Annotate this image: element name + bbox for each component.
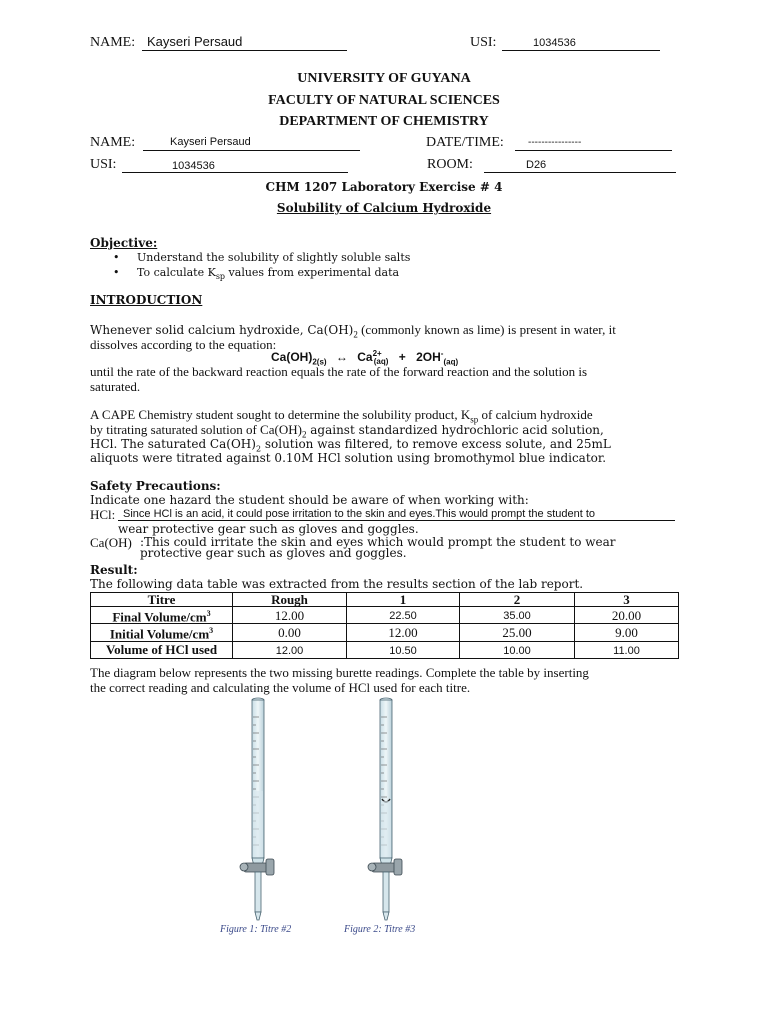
faculty-title: FACULTY OF NATURAL SCIENCES <box>268 93 500 108</box>
burette-figure-1 <box>230 695 290 925</box>
table-cell: 12.00 <box>233 641 347 658</box>
table-row <box>91 624 679 641</box>
safety-caoh-answer-2: protective gear such as gloves and goggles. <box>140 546 407 560</box>
form-room-label: ROOM: <box>427 157 473 172</box>
top-name-label: NAME: <box>90 35 136 50</box>
department-title: DEPARTMENT OF CHEMISTRY <box>279 114 489 129</box>
objective-item-2: • To calculate $K_{sp}$ values from experimental data <box>137 266 399 281</box>
table-header-cell: 1 <box>347 593 460 607</box>
table-row <box>91 607 679 624</box>
table-cell: 25.00 <box>460 624 575 641</box>
form-date-underline <box>515 150 672 151</box>
table-cell: 12.00 <box>347 624 460 641</box>
form-date-label: DATE/TIME: <box>426 135 504 150</box>
form-usi-label: USI: <box>90 157 117 172</box>
intro-p1-line3: until the rate of the backward reaction equals the rate of the forward reaction and the solution is <box>90 364 588 379</box>
form-room-underline <box>484 172 676 173</box>
safety-heading: Safety Precautions: <box>90 479 221 493</box>
form-name-underline <box>143 150 360 151</box>
row-label: Volume of HCl used <box>91 641 233 658</box>
intro-p1-line4: saturated. <box>90 379 141 394</box>
safety-caoh-answer-1: :This could irritate the skin and eyes which would prompt the student to wear <box>140 535 616 549</box>
top-name-value: Kayseri Persaud <box>147 34 243 49</box>
safety-hcl-label: HCl: <box>90 507 116 522</box>
titre-table <box>90 592 679 659</box>
form-name-value: Kayseri Persaud <box>170 136 251 148</box>
table-header-cell: Titre <box>91 593 233 607</box>
result-heading: Result: <box>90 563 138 577</box>
table-cell: 10.00 <box>460 641 575 658</box>
burette-figure-2 <box>358 695 418 925</box>
top-usi-label: USI: <box>470 35 497 50</box>
intro-p1-line1: Whenever solid calcium hydroxide, $Ca(OH)_2$ (commonly known as lime) is present in water, it <box>90 322 616 340</box>
table-row <box>91 641 679 658</box>
diagram-text-line2: the correct reading and calculating the volume of HCl used for each titre. <box>90 680 471 695</box>
exercise-title: CHM 1207 Laboratory Exercise # 4 <box>265 180 503 194</box>
intro-p2-line2: by titrating saturated solution of $Ca(OH)_2$ against standardized hydrochloric acid solution, <box>90 422 604 440</box>
objective-item-1: • Understand the solubility of slightly soluble salts <box>137 251 410 264</box>
figure-2-caption: Figure 2: Titre #3 <box>344 924 416 935</box>
form-usi-value: 1034536 <box>172 160 215 172</box>
row-label: Initial Volume/$cm^3$ <box>91 624 233 641</box>
university-title: UNIVERSITY OF GUYANA <box>297 71 471 86</box>
form-date-value: ---------------- <box>528 137 582 148</box>
intro-p2-line4: aliquots were titrated against 0.10M HCl solution using bromothymol blue indicator. <box>90 451 607 465</box>
intro-p1-line2: dissolves according to the equation: <box>90 337 277 352</box>
table-cell: 35.00 <box>460 607 575 624</box>
table-header-row <box>91 593 679 607</box>
figure-1-caption: Figure 1: Titre #2 <box>220 924 292 935</box>
result-text: The following data table was extracted from the results section of the lab report. <box>90 577 584 591</box>
safety-hcl-answer-2: wear protective gear such as gloves and goggles. <box>118 522 419 536</box>
form-room-value: D26 <box>526 159 547 171</box>
chemical-equation: $Ca(OH)_{2(s)}$ ↔ $Ca^{2+}_{(aq)} + 2OH^-_{(aq)}$ <box>271 349 459 367</box>
form-name-label: NAME: <box>90 135 136 150</box>
row-label: Final Volume/$cm^3$ <box>91 607 233 624</box>
table-cell: 22.50 <box>347 607 460 624</box>
top-usi-underline <box>502 50 660 51</box>
diagram-text-line1: The diagram below represents the two missing burette readings. Complete the table by inserting <box>90 665 589 680</box>
table-cell: 9.00 <box>575 624 679 641</box>
table-cell: 0.00 <box>233 624 347 641</box>
table-cell: 12.00 <box>233 607 347 624</box>
intro-p2-line3: HCl. The saturated $Ca(OH)_2$ solution was filtered, to remove excess solute, and 25mL <box>90 437 611 454</box>
table-header-cell: 3 <box>575 593 679 607</box>
top-name-underline <box>142 50 347 51</box>
safety-hcl-answer-1: Since HCl is an acid, it could pose irritation to the skin and eyes.This would prompt the student to <box>123 508 596 520</box>
form-usi-underline <box>122 172 348 173</box>
table-cell: 20.00 <box>575 607 679 624</box>
table-cell: 11.00 <box>575 641 679 658</box>
intro-p2-line1: A CAPE Chemistry student sought to determine the solubility product, $K_{sp}$ of calcium hydroxide <box>90 407 593 425</box>
table-header-cell: 2 <box>460 593 575 607</box>
introduction-heading: INTRODUCTION <box>90 293 203 307</box>
safety-hcl-underline <box>118 520 675 521</box>
exercise-subtitle: Solubility of Calcium Hydroxide <box>276 201 492 215</box>
objective-heading: Objective: <box>90 236 158 250</box>
safety-caoh-label: Ca(OH) <box>90 535 132 550</box>
table-cell: 10.50 <box>347 641 460 658</box>
top-usi-value: 1034536 <box>533 37 576 49</box>
safety-prompt: Indicate one hazard the student should be aware of when working with: <box>90 493 529 507</box>
table-header-cell: Rough <box>233 593 347 607</box>
